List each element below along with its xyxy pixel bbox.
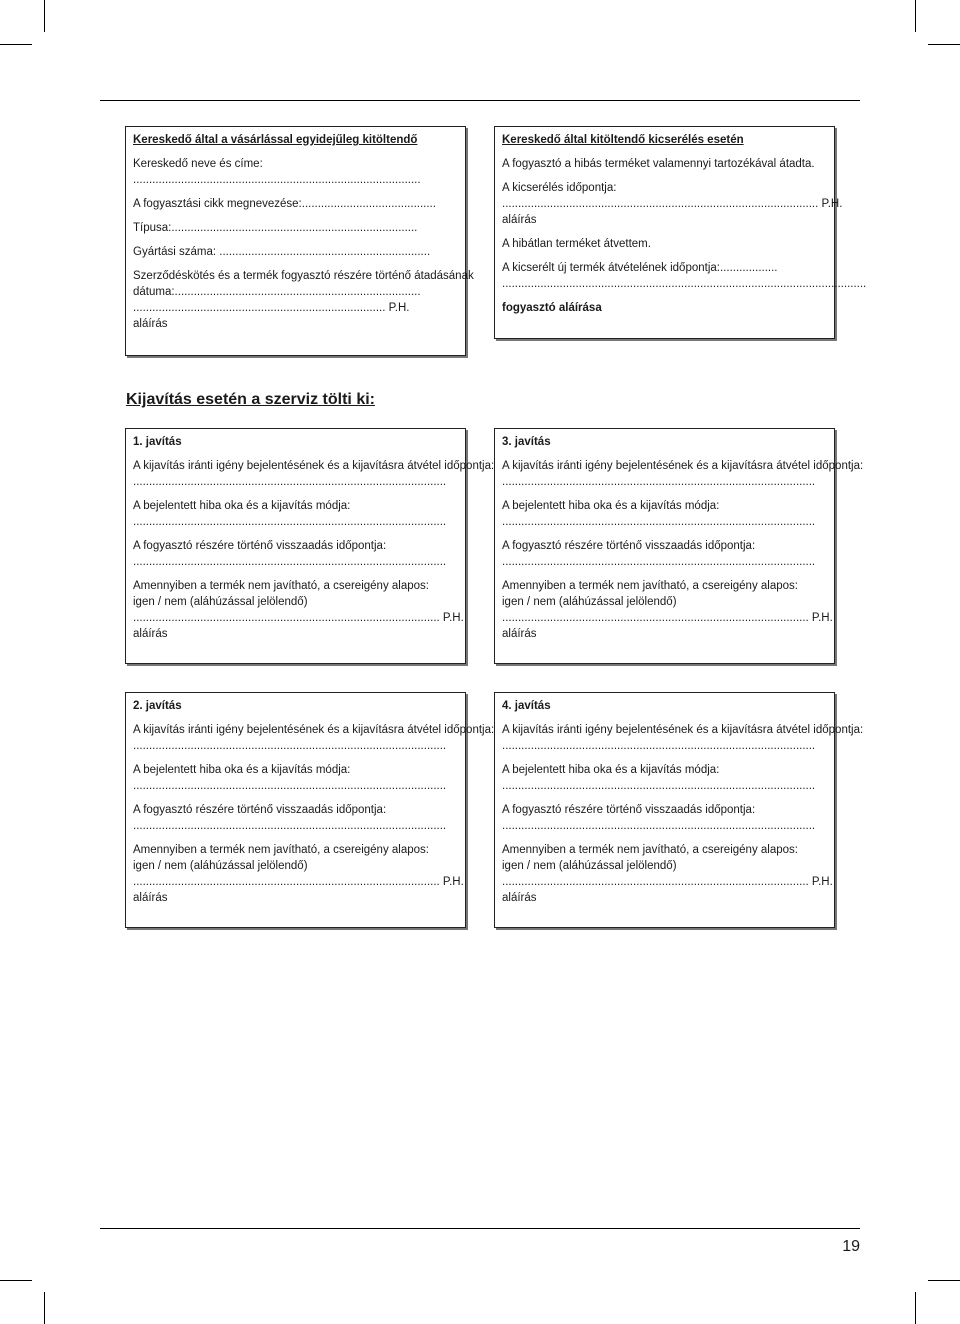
- crop-mark-top-right: [915, 0, 916, 32]
- crop-mark-bottom-left-h: [0, 1280, 32, 1281]
- repair-box-title: 1. javítás: [133, 436, 182, 448]
- repair-box-4: [494, 692, 864, 928]
- repair-signature-label: aláírás: [133, 892, 168, 904]
- repair-signature-label: aláírás: [133, 628, 168, 640]
- return-date-label: A fogyasztó részére történő visszaadás időpontja:: [133, 804, 387, 816]
- exchange-stamp-line[interactable]: ................................................................................................... P.H.: [502, 198, 843, 210]
- consumer-signature-label: fogyasztó aláírása: [502, 302, 602, 314]
- serial-number-field[interactable]: Gyártási száma: ..................................................................: [133, 246, 431, 258]
- yes-no-choice[interactable]: igen / nem (aláhúzással jelölendő): [133, 596, 308, 608]
- repair-stamp-line[interactable]: ................................................................................................ P.H.: [133, 612, 464, 624]
- merchant-purchase-box: [125, 126, 474, 356]
- return-date-field[interactable]: ..................................................................................................: [133, 820, 447, 832]
- crop-mark-top-left-h: [0, 44, 32, 45]
- yes-no-choice[interactable]: igen / nem (aláhúzással jelölendő): [502, 860, 677, 872]
- repair-box-title: 2. javítás: [133, 700, 182, 712]
- exchange-date-label: A kicserélés időpontja:: [502, 182, 617, 194]
- repair-stamp-line[interactable]: ................................................................................................ P.H.: [133, 876, 464, 888]
- replacement-label: Amennyiben a termék nem javítható, a csereigény alapos:: [502, 844, 798, 856]
- replacement-label: Amennyiben a termék nem javítható, a csereigény alapos:: [502, 580, 798, 592]
- footer-rule: [100, 1228, 860, 1229]
- yes-no-choice[interactable]: igen / nem (aláhúzással jelölendő): [502, 596, 677, 608]
- return-date-field[interactable]: ..................................................................................................: [133, 556, 447, 568]
- crop-mark-bottom-left: [44, 1292, 45, 1324]
- fault-field[interactable]: ..................................................................................................: [502, 516, 816, 528]
- fault-label: A bejelentett hiba oka és a kijavítás módja:: [133, 764, 351, 776]
- merchant-stamp-line[interactable]: ............................................................................... P.H.: [133, 302, 410, 314]
- report-date-label: A kijavítás iránti igény bejelentésének és a kijavításra átvétel időpontja:: [133, 460, 495, 472]
- contract-date-label: Szerződéskötés és a termék fogyasztó részére történő átadásának: [133, 270, 474, 282]
- report-date-label: A kijavítás iránti igény bejelentésének és a kijavításra átvétel időpontja:: [502, 724, 864, 736]
- merchant-signature-label: aláírás: [133, 318, 168, 330]
- report-date-field[interactable]: ..................................................................................................: [133, 740, 447, 752]
- handover-statement: A fogyasztó a hibás terméket valamennyi tartozékával átadta.: [502, 158, 815, 170]
- replacement-label: Amennyiben a termék nem javítható, a csereigény alapos:: [133, 580, 429, 592]
- report-date-field[interactable]: ..................................................................................................: [133, 476, 447, 488]
- return-date-field[interactable]: ..................................................................................................: [502, 556, 816, 568]
- crop-mark-top-left: [44, 0, 45, 32]
- report-date-label: A kijavítás iránti igény bejelentésének és a kijavításra átvétel időpontja:: [133, 724, 495, 736]
- yes-no-choice[interactable]: igen / nem (aláhúzással jelölendő): [133, 860, 308, 872]
- return-date-field[interactable]: ..................................................................................................: [502, 820, 816, 832]
- report-date-label: A kijavítás iránti igény bejelentésének és a kijavításra átvétel időpontja:: [502, 460, 864, 472]
- repair-box-1: [125, 428, 495, 664]
- return-date-label: A fogyasztó részére történő visszaadás időpontja:: [502, 804, 756, 816]
- exchange-box: [494, 126, 867, 339]
- fault-field[interactable]: ..................................................................................................: [133, 516, 447, 528]
- product-type-field[interactable]: Típusa:.............................................................................: [133, 222, 418, 234]
- merchant-box-title: Kereskedő által a vásárlással egyidejűleg kitöltendő: [133, 134, 418, 146]
- crop-mark-bottom-right: [915, 1292, 916, 1324]
- header-rule: [100, 100, 860, 101]
- received-statement: A hibátlan terméket átvettem.: [502, 238, 651, 250]
- crop-mark-top-right-h: [928, 44, 960, 45]
- repair-signature-label: aláírás: [502, 892, 537, 904]
- repair-box-2: [125, 692, 495, 928]
- repair-section-heading: Kijavítás esetén a szerviz tölti ki:: [126, 391, 375, 408]
- return-date-label: A fogyasztó részére történő visszaadás időpontja:: [502, 540, 756, 552]
- repair-signature-label: aláírás: [502, 628, 537, 640]
- exchange-box-title: Kereskedő által kitöltendő kicserélés esetén: [502, 134, 744, 146]
- repair-box-title: 4. javítás: [502, 700, 551, 712]
- report-date-field[interactable]: ..................................................................................................: [502, 476, 816, 488]
- repair-box-title: 3. javítás: [502, 436, 551, 448]
- new-product-date-dots[interactable]: ..................................................................................................................: [502, 278, 867, 290]
- report-date-field[interactable]: ..................................................................................................: [502, 740, 816, 752]
- fault-label: A bejelentett hiba oka és a kijavítás módja:: [133, 500, 351, 512]
- repair-box-3: [494, 428, 864, 664]
- fault-label: A bejelentett hiba oka és a kijavítás módja:: [502, 500, 720, 512]
- repair-stamp-line[interactable]: ................................................................................................ P.H.: [502, 876, 833, 888]
- product-name-field[interactable]: A fogyasztási cikk megnevezése:..........................................: [133, 198, 436, 210]
- page-number: 19: [842, 1238, 860, 1255]
- exchange-signature-label: aláírás: [502, 214, 537, 226]
- merchant-name-field[interactable]: ..........................................................................................: [133, 174, 421, 186]
- new-product-date-field[interactable]: A kicserélt új termék átvételének időpontja:..................: [502, 262, 778, 274]
- contract-date-field[interactable]: dátuma:.............................................................................: [133, 286, 421, 298]
- return-date-label: A fogyasztó részére történő visszaadás időpontja:: [133, 540, 387, 552]
- repair-stamp-line[interactable]: ................................................................................................ P.H.: [502, 612, 833, 624]
- fault-label: A bejelentett hiba oka és a kijavítás módja:: [502, 764, 720, 776]
- fault-field[interactable]: ..................................................................................................: [502, 780, 816, 792]
- merchant-name-label: Kereskedő neve és címe:: [133, 158, 263, 170]
- fault-field[interactable]: ..................................................................................................: [133, 780, 447, 792]
- crop-mark-bottom-right-h: [928, 1280, 960, 1281]
- replacement-label: Amennyiben a termék nem javítható, a csereigény alapos:: [133, 844, 429, 856]
